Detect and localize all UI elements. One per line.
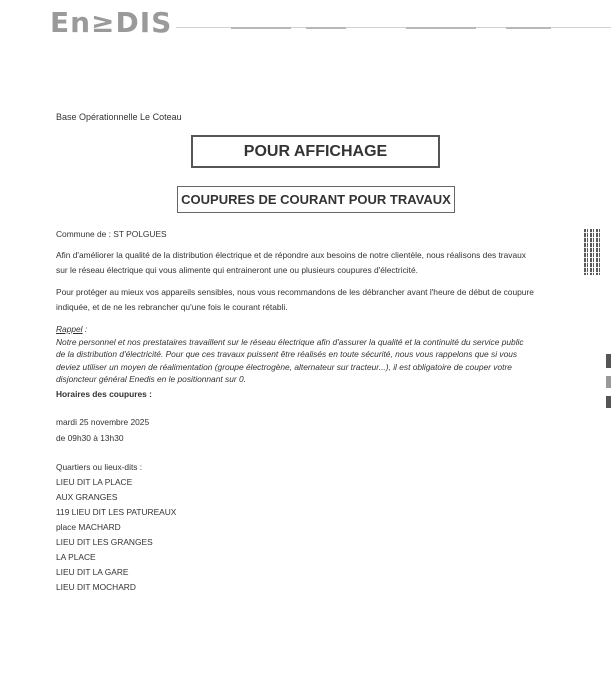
commune: Commune de : ST POLGUES bbox=[56, 229, 167, 239]
margin-mark bbox=[606, 354, 611, 368]
enedis-logo: En≥DIS bbox=[50, 6, 173, 39]
paragraph-1-line-2: sur le réseau électrique qui vous alimente qui entraineront une ou plusieurs coupures d'électricité. bbox=[56, 265, 418, 275]
header-rule bbox=[176, 27, 611, 28]
rappel-line: disjoncteur général Enedis en le positionnant sur 0. bbox=[56, 374, 246, 384]
place-item: LA PLACE bbox=[56, 552, 96, 562]
subtitle-box: COUPURES DE COURANT POUR TRAVAUX bbox=[177, 186, 455, 213]
paragraph-1-line-1: Afin d'améliorer la qualité de la distribution électrique et de répondre aux besoins de notre clientèle, nous réalisons des travaux bbox=[56, 250, 526, 260]
paragraph-2-line-2: indiquée, et de ne les rebrancher qu'une fois le courant rétabli. bbox=[56, 302, 288, 312]
place-item: AUX GRANGES bbox=[56, 492, 118, 502]
rappel-label-suffix: : bbox=[82, 324, 88, 334]
place-item: LIEU DIT MOCHARD bbox=[56, 582, 136, 592]
rappel-line: de la distribution d'électricité. Pour que ces travaux puissent être réalisés en toute sécurité, nous vous rappelons que si vous bbox=[56, 349, 518, 359]
rappel-line: deviez utiliser un moyen de réalimentation (groupe électrogène, alternateur sur tracteur...), il est obligatoire de couper votre bbox=[56, 361, 512, 372]
base-operationnelle: Base Opérationnelle Le Coteau bbox=[56, 112, 182, 122]
place-item: place MACHARD bbox=[56, 522, 121, 532]
hours-date: mardi 25 novembre 2025 bbox=[56, 417, 150, 427]
place-item: LIEU DIT LES GRANGES bbox=[56, 537, 153, 547]
rappel-notice bbox=[56, 323, 556, 386]
rappel-label: Rappel bbox=[56, 324, 83, 334]
paragraph-2 bbox=[56, 285, 562, 315]
title-box: POUR AFFICHAGE bbox=[191, 135, 440, 168]
places-title: Quartiers ou lieux-dits : bbox=[56, 462, 143, 472]
rappel-heading bbox=[56, 323, 556, 336]
place-item: LIEU DIT LA PLACE bbox=[56, 477, 133, 487]
place-item: 119 LIEU DIT LES PATUREAUX bbox=[56, 507, 177, 517]
rappel-line: Notre personnel et nos prestataires travaillent sur le réseau électrique afin d'assurer la qualité et la continuité du service public bbox=[56, 336, 524, 347]
qr-code-icon bbox=[584, 229, 602, 275]
margin-mark bbox=[606, 376, 611, 388]
places-list bbox=[56, 475, 176, 595]
margin-mark bbox=[606, 396, 611, 408]
paragraph-1 bbox=[56, 248, 562, 278]
place-item: LIEU DIT LA GARE bbox=[56, 567, 129, 577]
hours-title: Horaires des coupures : bbox=[56, 389, 152, 399]
hours-time: de 09h30 à 13h30 bbox=[56, 433, 124, 443]
paragraph-2-line-1: Pour protéger au mieux vos appareils sensibles, nous vous recommandons de les débrancher avant l'heure de début de coupure bbox=[56, 287, 534, 297]
